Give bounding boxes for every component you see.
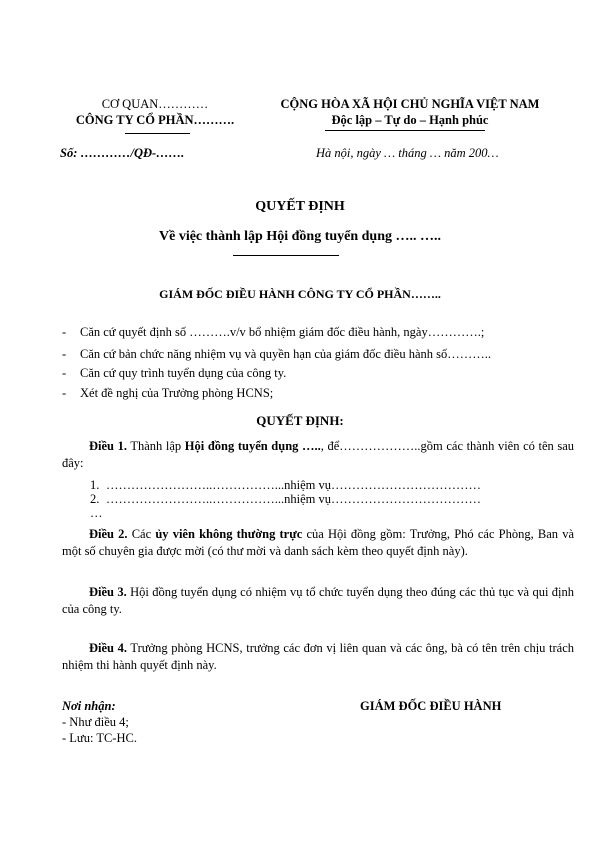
- recipients-heading: Nơi nhận:: [62, 699, 116, 713]
- bullet-marker: -: [62, 386, 67, 400]
- signer-title: GIÁM ĐỐC ĐIỀU HÀNH: [360, 699, 502, 713]
- bullet-marker: -: [62, 325, 67, 339]
- title-underline: [233, 255, 339, 256]
- decision-heading: QUYẾT ĐỊNH:: [256, 413, 344, 428]
- basis-item: Căn cứ quyết định số ……….v/v bổ nhiệm giám đốc điều hành, ngày………….;: [80, 325, 485, 339]
- basis-item: Căn cứ quy trình tuyển dụng của công ty.: [80, 366, 287, 380]
- member-line: ……………………..……………...nhiệm vụ………………………………: [106, 478, 481, 492]
- country-line: CỘNG HÒA XÃ HỘI CHỦ NGHĨA VIỆT NAM: [280, 97, 540, 111]
- article-2-text-post: của Hội đồng gồm: Trưởng, Phó các Phòng, Ban và một số chuyên gia được mời (có thư mời và danh sách kèm theo quyết định này).: [62, 527, 575, 558]
- article-4-label: Điều 4.: [89, 641, 127, 655]
- agency-line: CƠ QUAN…………: [101, 97, 209, 111]
- basis-item: Căn cứ bản chức năng nhiệm vụ và quyền hạn của giám đốc điều hành số………..: [80, 347, 492, 361]
- article-2: [62, 526, 574, 560]
- member-number: 2.: [90, 492, 100, 506]
- article-2-bold: ủy viên không thường trực: [155, 527, 303, 541]
- basis-item: Xét đề nghị của Trưởng phòng HCNS;: [80, 386, 274, 400]
- company-underline: [125, 133, 190, 134]
- article-3: [62, 584, 574, 618]
- article-1-text-pre: Thành lập: [130, 439, 182, 453]
- recipient-item: - Lưu: TC-HC.: [62, 731, 137, 745]
- motto-line: Độc lập – Tự do – Hạnh phúc: [331, 113, 489, 127]
- article-4: [62, 640, 574, 674]
- article-2-text-pre: Các: [131, 527, 152, 541]
- bullet-marker: -: [62, 347, 67, 361]
- decision-title: QUYẾT ĐỊNH: [255, 199, 345, 214]
- motto-underline: [325, 130, 485, 131]
- article-3-label: Điều 3.: [89, 585, 127, 599]
- article-4-text: Trưởng phòng HCNS, trưởng các đơn vị liên quan và các ông, bà có tên trên chịu trách nhiệm thi hành quyết định này.: [62, 641, 575, 672]
- article-1-text-post: , để………………..gồm các thành viên có tên sau đây:: [62, 439, 574, 470]
- member-line: ……………………..……………...nhiệm vụ………………………………: [106, 492, 481, 506]
- article-1: [62, 438, 574, 472]
- article-1-bold: Hội đồng tuyển dụng …..: [184, 439, 321, 453]
- article-1-label: Điều 1.: [89, 439, 127, 453]
- article-2-label: Điều 2.: [89, 527, 128, 541]
- article-3-text: Hội đồng tuyển dụng có nhiệm vụ tổ chức tuyển dụng theo đúng các thủ tục và qui định của công ty.: [62, 585, 575, 616]
- bullet-marker: -: [62, 366, 67, 380]
- decision-subtitle: Về việc thành lập Hội đồng tuyển dụng ….. …..: [159, 229, 441, 244]
- member-number: 1.: [90, 478, 100, 492]
- document-number: Số: …………/QĐ-…….: [60, 146, 185, 160]
- recipient-item: - Như điều 4;: [62, 715, 129, 729]
- member-ellipsis: …: [90, 506, 103, 520]
- document-date: Hà nội, ngày … tháng … năm 200…: [316, 146, 499, 160]
- authority-line: GIÁM ĐỐC ĐIỀU HÀNH CÔNG TY CỔ PHẦN……..: [159, 287, 441, 301]
- company-line: CÔNG TY CỔ PHẦN……….: [75, 113, 235, 127]
